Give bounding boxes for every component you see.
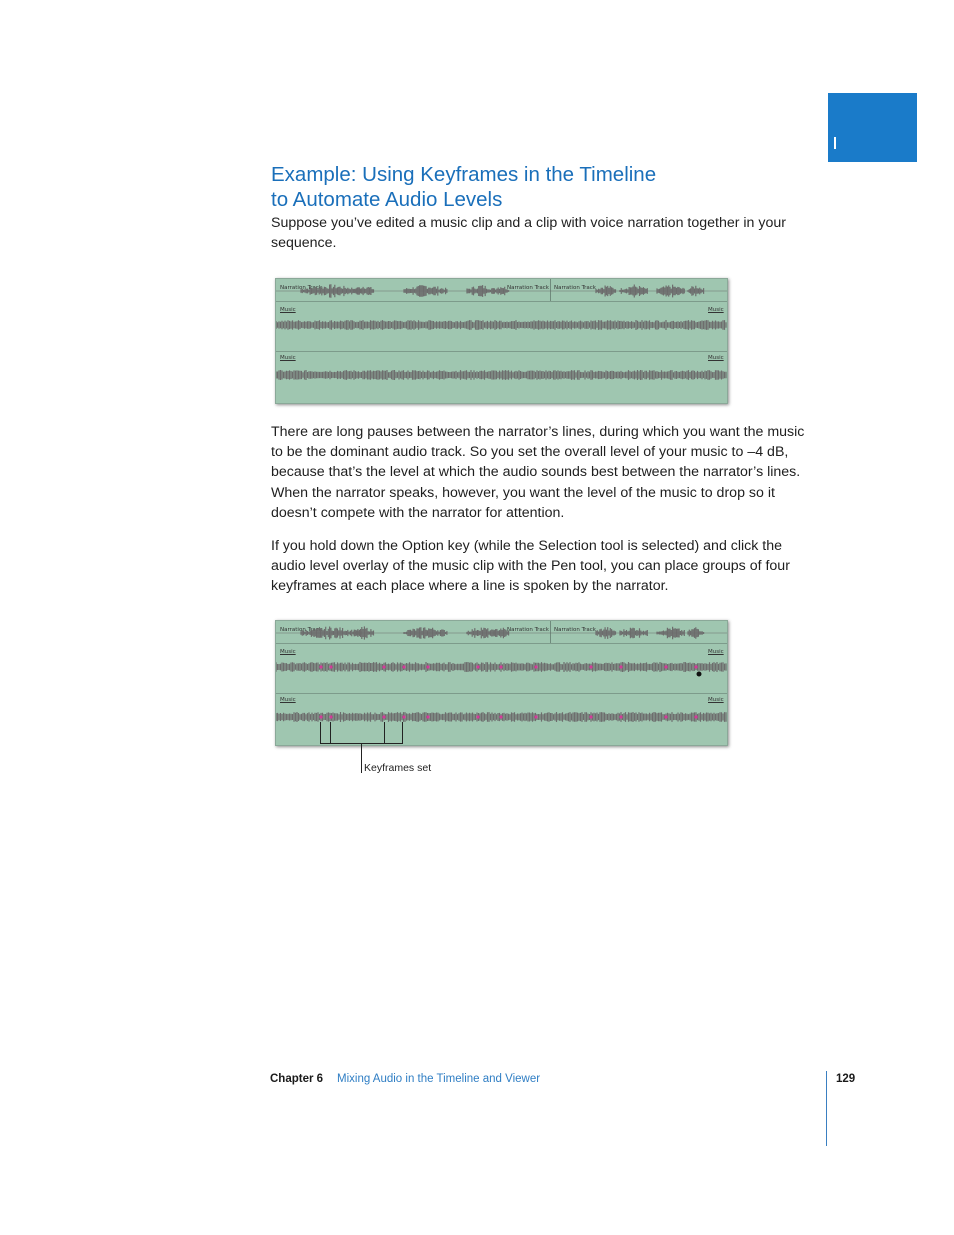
- keyframe-marker: [319, 715, 322, 718]
- music-clip-label: Music: [708, 355, 724, 361]
- music-clip-label: Music: [708, 649, 724, 655]
- keyframe-marker: [329, 665, 332, 668]
- narration-label: Narration Track: [554, 285, 596, 291]
- intro-paragraph: Suppose you’ve edited a music clip and a clip with voice narration together in your sequence.: [271, 215, 786, 252]
- callout-bracket: [402, 722, 403, 743]
- keyframe-marker: [476, 665, 479, 668]
- music-clip-label: Music: [280, 355, 296, 361]
- section-heading: [271, 162, 731, 212]
- waveforms: [276, 279, 727, 403]
- footer-chapter-title: Mixing Audio in the Timeline and Viewer: [337, 1073, 541, 1085]
- keyframe-marker: [382, 665, 385, 668]
- keyframe-marker: [476, 715, 479, 718]
- footer-chapter: Chapter 6: [270, 1073, 324, 1085]
- narration-label: Narration Track: [507, 627, 549, 633]
- keyframe-marker: [499, 715, 502, 718]
- narration-label: Narration Track: [507, 285, 549, 291]
- audio-waveform: [276, 320, 726, 330]
- timeline-screenshot-keyframes: [275, 620, 728, 746]
- music-clip-label: Music: [280, 697, 296, 703]
- callout-bracket: [330, 722, 331, 743]
- narration-label: Narration Track: [280, 627, 322, 633]
- keyframe-marker: [664, 715, 667, 718]
- keyframe-marker: [402, 665, 405, 668]
- waveforms: [276, 621, 727, 745]
- keyframe-marker: [619, 715, 622, 718]
- pen-tool-cursor-icon: [697, 672, 702, 677]
- page-number: 129: [836, 1073, 856, 1085]
- chapter-tab: [828, 93, 917, 162]
- levels-paragraph: There are long pauses between the narrator’s lines, during which you want the music to be the dominant audio track. So you set the overall level of your music to –4 dB, because that’s the level at which the audio sounds best between the narrator’s lines. When the narrator speaks, however, you want the level of the music to drop so it doesn’t compete with the narrator for attention.: [271, 424, 805, 521]
- keyframe-marker: [664, 665, 667, 668]
- keyframe-marker: [694, 715, 697, 718]
- keyframe-marker: [534, 715, 537, 718]
- keyframe-marker: [426, 665, 429, 668]
- music-clip-label: Music: [708, 697, 724, 703]
- callout-bracket: [384, 722, 385, 743]
- chapter-tab-mark: [834, 137, 836, 149]
- keyframe-marker: [426, 715, 429, 718]
- narration-label: Narration Track: [280, 285, 322, 291]
- music-clip-label: Music: [280, 307, 296, 313]
- keyframe-marker: [402, 715, 405, 718]
- keyframe-marker: [619, 665, 622, 668]
- section-heading-line-1: Example: Using Keyframes in the Timeline: [271, 163, 657, 186]
- keyframes-callout-label: Keyframes set: [364, 762, 432, 774]
- keyframe-marker: [499, 665, 502, 668]
- callout-leader: [361, 743, 362, 773]
- audio-waveform: [276, 370, 726, 380]
- narration-label: Narration Track: [554, 627, 596, 633]
- callout-bracket: [320, 722, 321, 743]
- music-clip-label: Music: [280, 649, 296, 655]
- music-clip-label: Music: [708, 307, 724, 313]
- keyframe-marker: [694, 665, 697, 668]
- keyframe-marker: [534, 665, 537, 668]
- section-heading-line-2: to Automate Audio Levels: [271, 188, 503, 211]
- keyframe-marker: [382, 715, 385, 718]
- timeline-screenshot-before: [275, 278, 728, 404]
- keyframe-marker: [319, 665, 322, 668]
- option-key-paragraph: If you hold down the Option key (while the Selection tool is selected) and click the audio level overlay of the music clip with the Pen tool, you can place groups of four keyframes at each place where a line is spoken by the narrator.: [271, 538, 790, 595]
- keyframe-marker: [589, 715, 592, 718]
- keyframe-marker: [329, 715, 332, 718]
- keyframe-marker: [589, 665, 592, 668]
- footer-divider: [826, 1071, 827, 1146]
